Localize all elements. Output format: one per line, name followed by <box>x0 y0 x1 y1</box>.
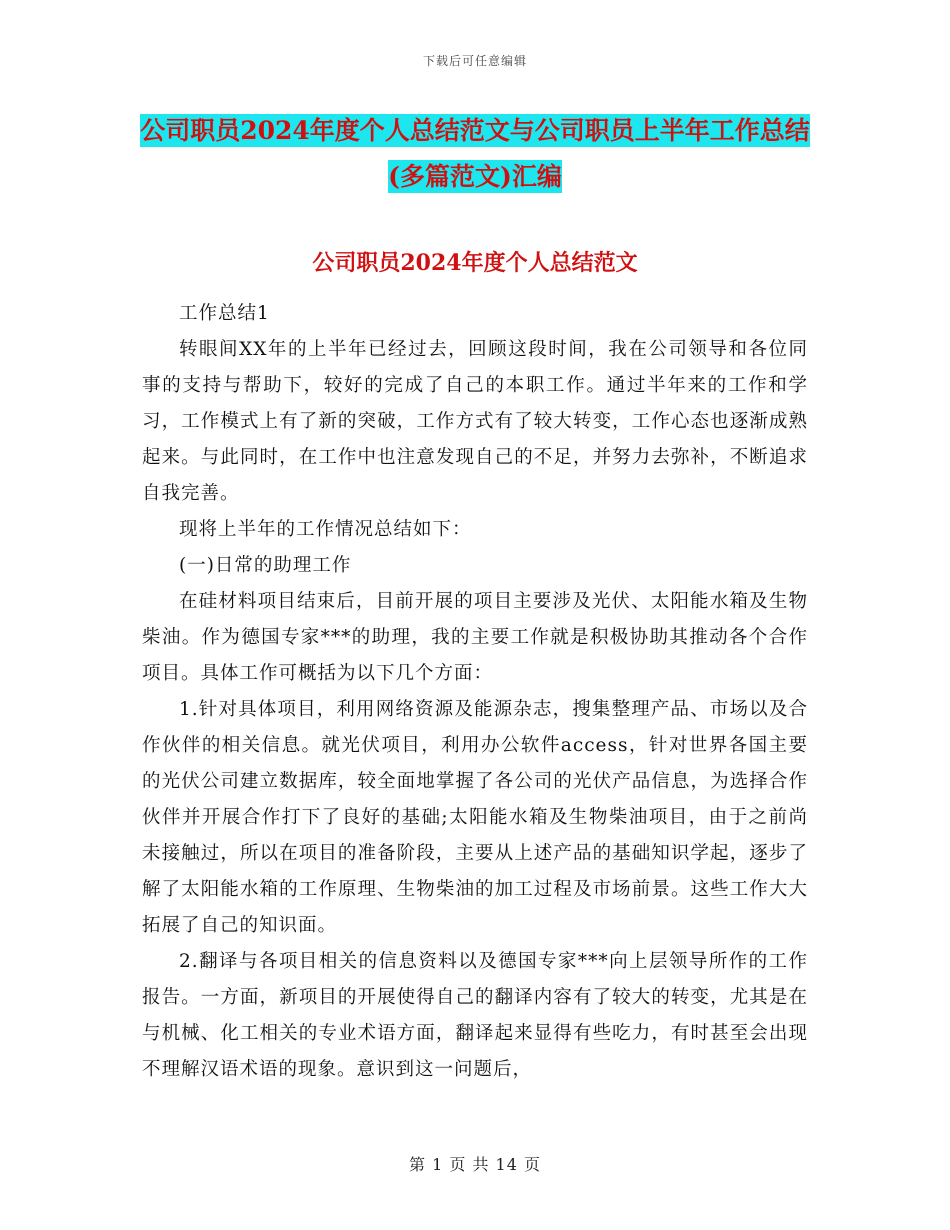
section-title: 公司职员2024年度个人总结范文 <box>312 250 638 276</box>
document-title <box>140 108 810 200</box>
paragraph: 现将上半年的工作情况总结如下： <box>179 519 472 540</box>
header-note: 下载后可任意编辑 <box>422 54 527 68</box>
paragraph: 2.翻译与各项目相关的信息资料以及德国专家***向上层领导所作的工作报告。一方面，新项目的开展使得自己的翻译内容有了较大的转变，尤其是在与机械、化工相关的专业术语方面，翻译起来显得有些吃力，有时甚至会出现不理解汉语术语的现象。意识到这一问题后， <box>142 951 808 1080</box>
paragraph: 工作总结1 <box>179 303 270 324</box>
document-title-text: 公司职员2024年度个人总结范文与公司职员上半年工作总结(多篇范文)汇编 <box>140 116 810 191</box>
document-body <box>142 296 808 1088</box>
paragraph: 1.针对具体项目，利用网络资源及能源杂志，搜集整理产品、市场以及合作伙伴的相关信息。就光伏项目，利用办公软件access，针对世界各国主要的光伏公司建立数据库，较全面地掌握了各公司的光伏产品信息，为选择合作伙伴并开展合作打下了良好的基础;太阳能水箱及生物柴油项目，由于之前尚未接触过，所以在项目的准备阶段，主要从上述产品的基础知识学起，逐步了解了太阳能水箱的工作原理、生物柴油的加工过程及市场前景。这些工作大大拓展了自己的知识面。 <box>142 699 808 936</box>
paragraph: (一)日常的助理工作 <box>179 555 352 576</box>
page-number-footer: 第 1 页 共 14 页 <box>409 1155 541 1174</box>
paragraph: 转眼间XX年的上半年已经过去，回顾这段时间，我在公司领导和各位同事的支持与帮助下，较好的完成了自己的本职工作。通过半年来的工作和学习，工作模式上有了新的突破，工作方式有了较大转变，工作心态也逐渐成熟起来。与此同时，在工作中也注意发现自己的不足，并努力去弥补，不断追求自我完善。 <box>142 339 808 504</box>
paragraph: 在硅材料项目结束后，目前开展的项目主要涉及光伏、太阳能水箱及生物柴油。作为德国专家***的助理，我的主要工作就是积极协助其推动各个合作项目。具体工作可概括为以下几个方面： <box>142 591 808 684</box>
